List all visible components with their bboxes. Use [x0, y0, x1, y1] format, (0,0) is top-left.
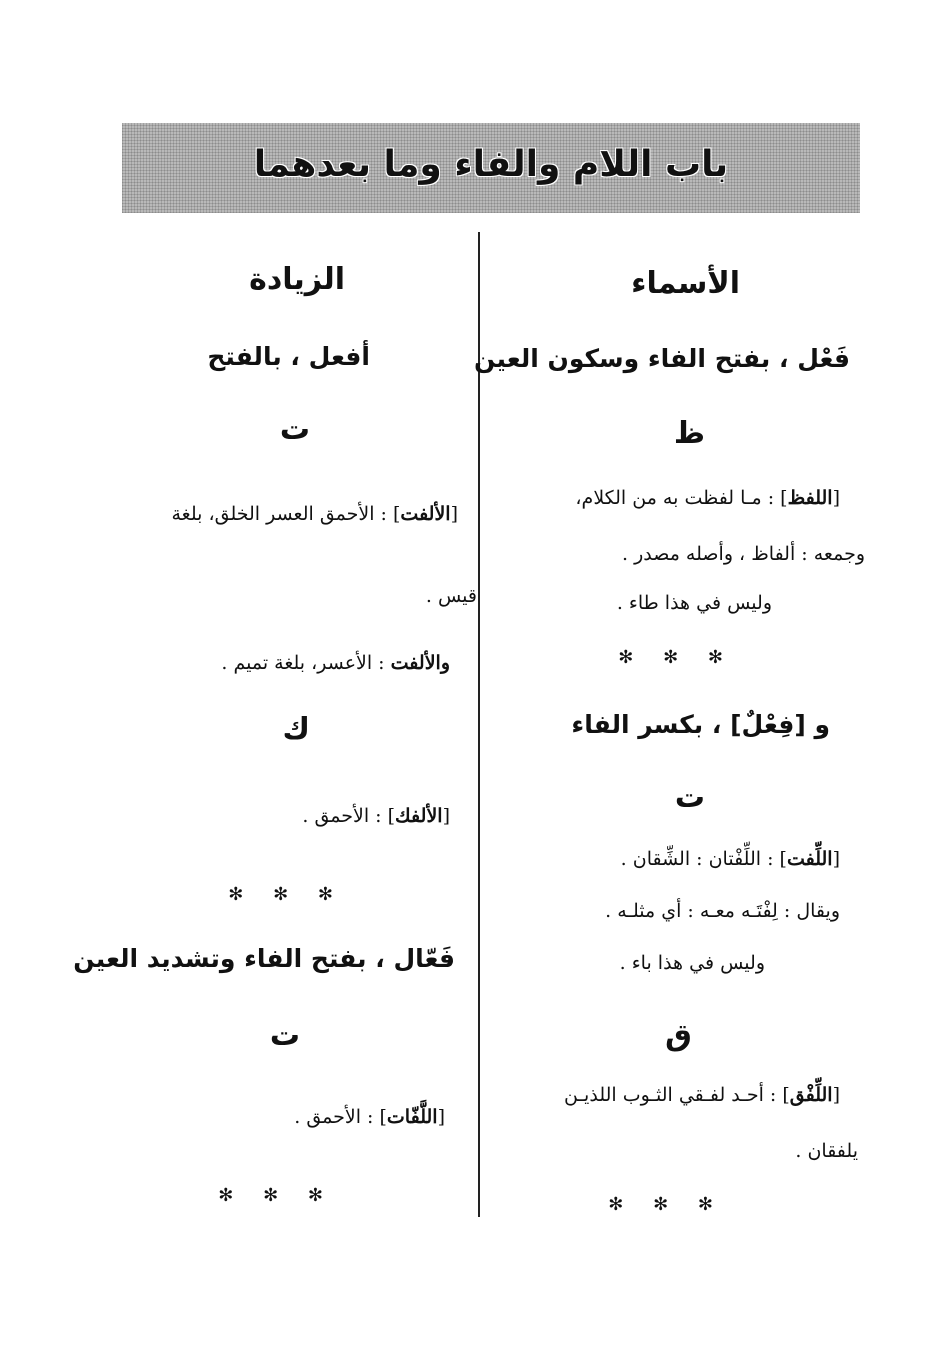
left-entry-3: [اللَّفّات] : الأحمق .	[294, 1106, 445, 1128]
right-entry-3: [اللِّفْق] : أحـد لفـقي الثـوب اللذيـن	[564, 1084, 840, 1106]
entry-term: اللِّفْق	[789, 1084, 833, 1106]
entry-term: اللفظ	[787, 487, 833, 509]
right-entry-2-line-3: وليس في هذا باء .	[619, 952, 765, 974]
entry-text: : الأعسر، بلغة تميم .	[221, 652, 385, 674]
section-separator: ✻ ✻ ✻	[228, 884, 345, 905]
chapter-title: باب اللام والفاء وما بعدهما	[253, 143, 729, 185]
right-letter-3: ق	[665, 1018, 692, 1053]
entry-text: : اللِّفْتان : الشِّقان .	[620, 848, 774, 870]
right-entry-2: [اللِّفت] : اللِّفْتان : الشِّقان .	[620, 848, 840, 870]
left-letter-1: ت	[279, 412, 310, 447]
entry-text: : مـا لفظت به من الكلام،	[575, 487, 775, 509]
section-separator: ✻ ✻ ✻	[618, 647, 735, 668]
entry-text: : الأحمق العسر الخلق، بلغة	[171, 503, 387, 525]
entry-term: اللَّفّات	[386, 1106, 438, 1128]
column-divider	[478, 232, 480, 1217]
section-separator: ✻ ✻ ✻	[218, 1185, 335, 1206]
right-entry-3-line-2: يلفقان .	[795, 1140, 858, 1162]
right-entry-2-line-2: ويقال : لِفْتَـه معـه : أي مثلـه .	[605, 900, 840, 922]
entry-term: الألفت	[400, 503, 451, 525]
right-letter-1: ظ	[673, 416, 705, 451]
right-letter-2: ت	[674, 780, 705, 815]
left-pattern-2: فَعّال ، بفتح الفاء وتشديد العين	[73, 944, 455, 973]
left-entry-1: [الألفت] : الأحمق العسر الخلق، بلغة	[171, 503, 458, 525]
left-entry-1-line-3	[221, 652, 450, 674]
left-pattern-1: أفعل ، بالفتح	[207, 342, 370, 371]
right-entry-1-line-2: وجمعه : ألفاظ ، وأصله مصدر .	[622, 543, 865, 565]
left-letter-3: ت	[269, 1018, 300, 1053]
entry-term: اللِّفت	[786, 848, 833, 870]
right-entry-1: [اللفظ] : مـا لفظت به من الكلام،	[575, 487, 840, 509]
right-pattern-1: فَعْل ، بفتح الفاء وسكون العين	[474, 344, 850, 373]
right-pattern-2: و [فِعْلٌ] ، بكسر الفاء	[571, 710, 830, 739]
entry-text: : الأحمق .	[302, 805, 382, 827]
entry-text: : الأحمق .	[294, 1106, 374, 1128]
entry-term: الألفك	[395, 805, 443, 827]
left-entry-1-line-2: قيس .	[425, 585, 477, 607]
left-entry-2: [الألفك] : الأحمق .	[302, 805, 450, 827]
section-separator: ✻ ✻ ✻	[608, 1194, 725, 1215]
entry-text: : أحـد لفـقي الثـوب اللذيـن	[564, 1084, 777, 1106]
left-heading: الزيادة	[249, 262, 345, 297]
entry-term: والألفت	[390, 652, 450, 674]
chapter-banner	[122, 123, 860, 213]
right-heading: الأسماء	[631, 266, 740, 301]
right-entry-1-line-3: وليس في هذا طاء .	[616, 592, 772, 614]
left-letter-2: ك	[282, 712, 310, 747]
